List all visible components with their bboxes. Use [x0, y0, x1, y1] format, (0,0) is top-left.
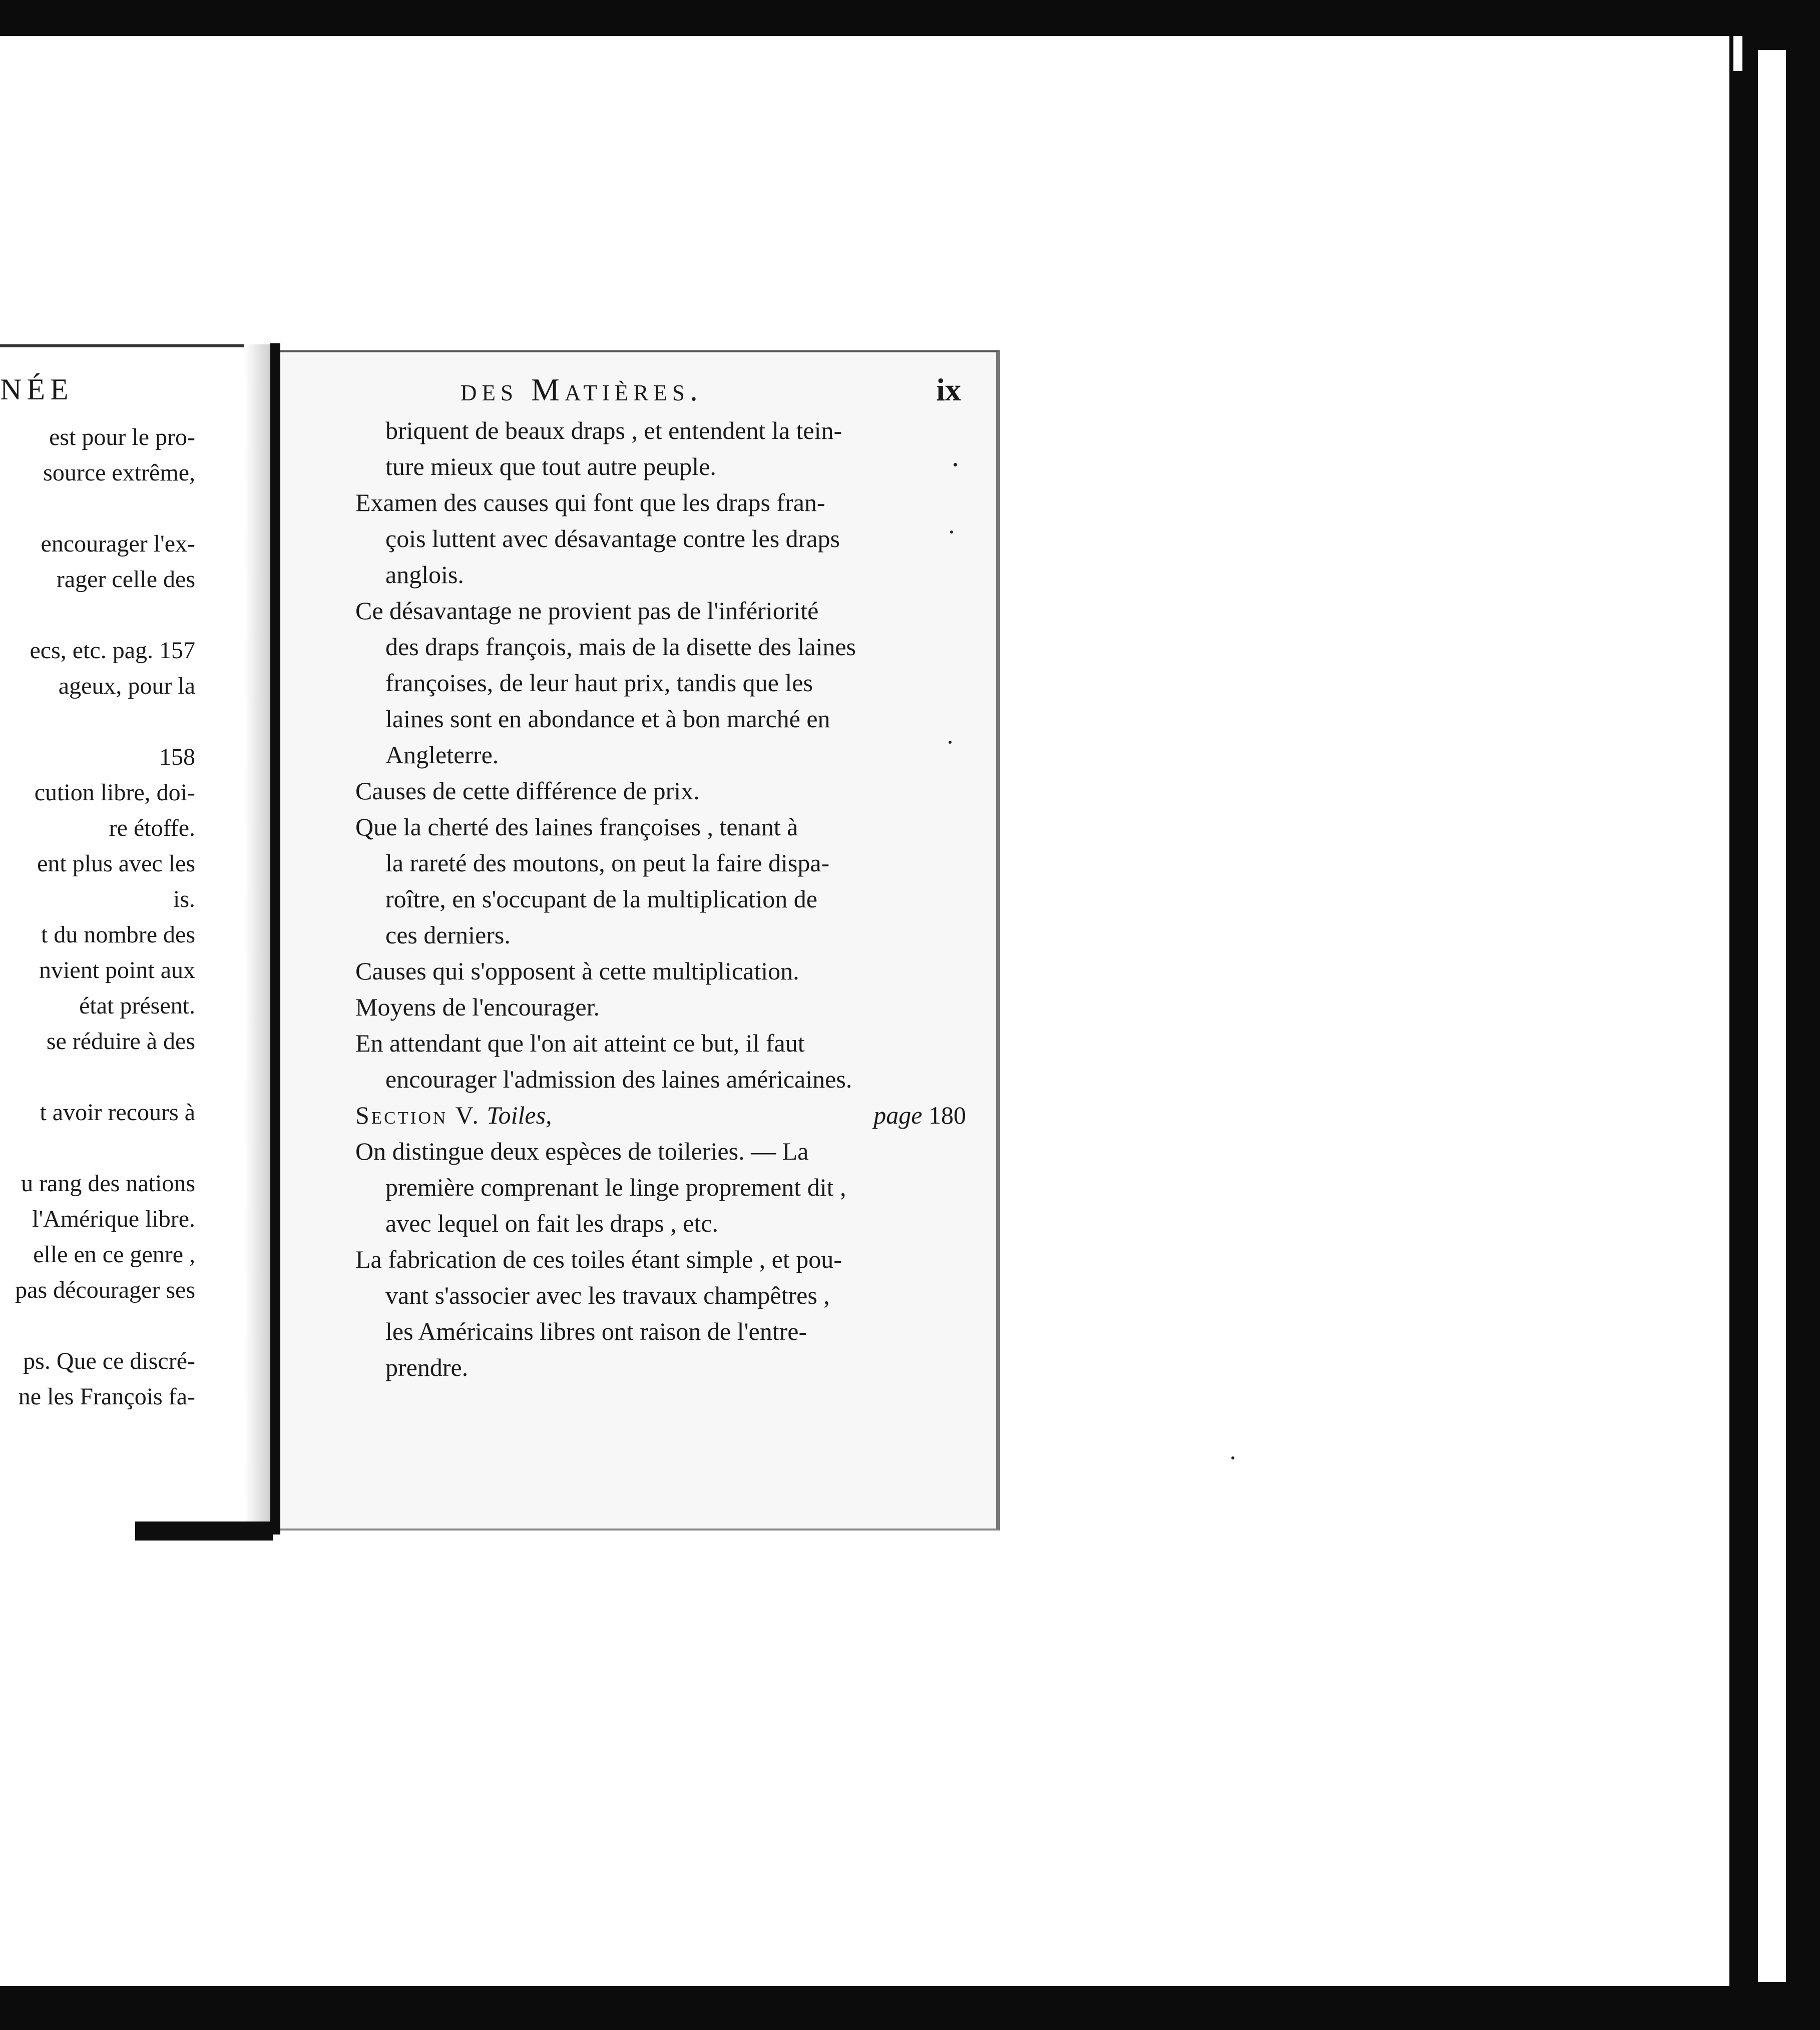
left-page-line: l'Amérique libre.	[32, 1206, 195, 1232]
page-header	[461, 371, 961, 411]
entries-after-section	[355, 1133, 966, 1385]
entries-before-section	[355, 412, 966, 1097]
toc-entry-line: vant s'associer avec les travaux champêtres ,	[385, 1281, 830, 1309]
gutter-shadow	[244, 344, 270, 1536]
toc-entry-line: Que la cherté des laines françoises , tenant à	[355, 813, 798, 841]
toc-entry-line: Causes de cette différence de prix.	[355, 777, 700, 805]
page-number: ix	[936, 372, 961, 407]
toc-entry-line: ces derniers.	[385, 921, 511, 949]
toc-entry-line: anglois.	[385, 561, 464, 589]
toc-entry-line: prendre.	[385, 1353, 469, 1381]
toc-entry-line: On distingue deux espèces de toileries. — La	[355, 1137, 809, 1165]
speck	[954, 463, 957, 466]
left-page-line: ne les François fa-	[18, 1383, 195, 1410]
speck	[950, 531, 953, 534]
left-page-line: rager celle des	[56, 566, 195, 593]
left-page-line: t avoir recours à	[40, 1099, 195, 1126]
toc-entry-line: Examen des causes qui font que les draps fran-	[355, 488, 825, 517]
toc-entry-line: avec lequel on fait les draps , etc.	[385, 1209, 718, 1237]
toc-entry	[355, 1241, 966, 1385]
running-head: des Matières.	[461, 372, 703, 407]
toc-entry	[355, 412, 966, 484]
section-title: Toiles,	[487, 1101, 552, 1129]
toc-entry-line: les Américains libres ont raison de l'entre-	[385, 1317, 807, 1345]
book-spine	[270, 343, 280, 1535]
toc-entry	[355, 989, 966, 1025]
film-border-top	[0, 0, 1820, 36]
left-page-line: ent plus avec les	[37, 850, 195, 877]
toc-entry-line: laines sont en abondance et à bon marché en	[385, 705, 830, 733]
toc-entry-line: Ce désavantage ne provient pas de l'infériorité	[355, 597, 819, 625]
toc-entry	[355, 773, 966, 809]
toc-entry	[355, 593, 966, 773]
right-page	[280, 350, 1000, 1531]
left-page-line: elle en ce genre ,	[33, 1241, 195, 1268]
toc-entry	[355, 1025, 966, 1097]
left-running-head: NÉE	[0, 373, 74, 406]
section-page-ref	[873, 1097, 966, 1133]
toc-entry-line: Angleterre.	[385, 741, 499, 769]
toc-entry-line: Causes qui s'opposent à cette multiplication.	[355, 957, 799, 985]
section-heading	[355, 1097, 966, 1133]
toc-entry-line: première comprenant le linge proprement dit ,	[385, 1173, 846, 1201]
section-page-word: page	[873, 1101, 923, 1129]
toc-entry-line: briquent de beaux draps , et entendent la tein-	[385, 416, 842, 444]
toc-entry-line: çois luttent avec désavantage contre les draps	[385, 525, 840, 553]
left-page-line: ageux, pour la	[58, 673, 195, 699]
toc-entry-line: La fabrication de ces toiles étant simple , et pou-	[355, 1245, 842, 1273]
left-page-line: is.	[173, 886, 195, 912]
left-page-line: source extrême,	[43, 459, 195, 486]
left-page-line: cution libre, doi-	[34, 779, 195, 806]
left-page-line: 158	[159, 744, 195, 770]
left-page-line: u rang des nations	[21, 1170, 195, 1197]
left-page-line: pas décourager ses	[15, 1277, 195, 1303]
left-page-line: se réduire à des	[46, 1028, 195, 1055]
left-page	[0, 344, 250, 1539]
table-of-contents	[355, 412, 966, 1385]
toc-entry-line: Moyens de l'encourager.	[355, 993, 600, 1021]
spine-foot	[135, 1521, 273, 1541]
section-page-number: 180	[929, 1101, 966, 1129]
toc-entry-line: des draps françois, mais de la disette des laines	[385, 633, 856, 661]
film-border-bottom	[0, 1986, 1820, 2030]
toc-entry	[355, 484, 966, 593]
left-page-line: ecs, etc. pag. 157	[30, 637, 195, 664]
toc-entry	[355, 1133, 966, 1241]
toc-entry-line: roître, en s'occupant de la multiplication de	[385, 885, 817, 913]
speck	[949, 741, 952, 744]
toc-entry-line: encourager l'admission des laines américaines.	[385, 1065, 852, 1093]
film-gap	[1758, 50, 1786, 1982]
speck	[1231, 1456, 1234, 1459]
left-page-line: ps. Que ce discré-	[23, 1348, 195, 1374]
left-page-line: encourager l'ex-	[41, 531, 195, 557]
toc-entry-line: françoises, de leur haut prix, tandis que les	[385, 669, 813, 697]
toc-entry-line: ture mieux que tout autre peuple.	[385, 452, 716, 480]
toc-entry-line: En attendant que l'on ait atteint ce but, il faut	[355, 1029, 805, 1057]
left-page-line: état présent.	[79, 992, 195, 1019]
section-label: Section V.	[355, 1101, 481, 1129]
toc-entry	[355, 953, 966, 989]
left-page-line: re étoffe.	[109, 815, 195, 841]
film-notch	[1733, 36, 1742, 71]
left-page-line: est pour le pro-	[49, 424, 195, 450]
left-page-line: nvient point aux	[39, 957, 195, 983]
toc-entry-line: la rareté des moutons, on peut la faire dispa-	[385, 849, 830, 877]
toc-entry	[355, 809, 966, 953]
left-page-line: t du nombre des	[41, 921, 195, 948]
